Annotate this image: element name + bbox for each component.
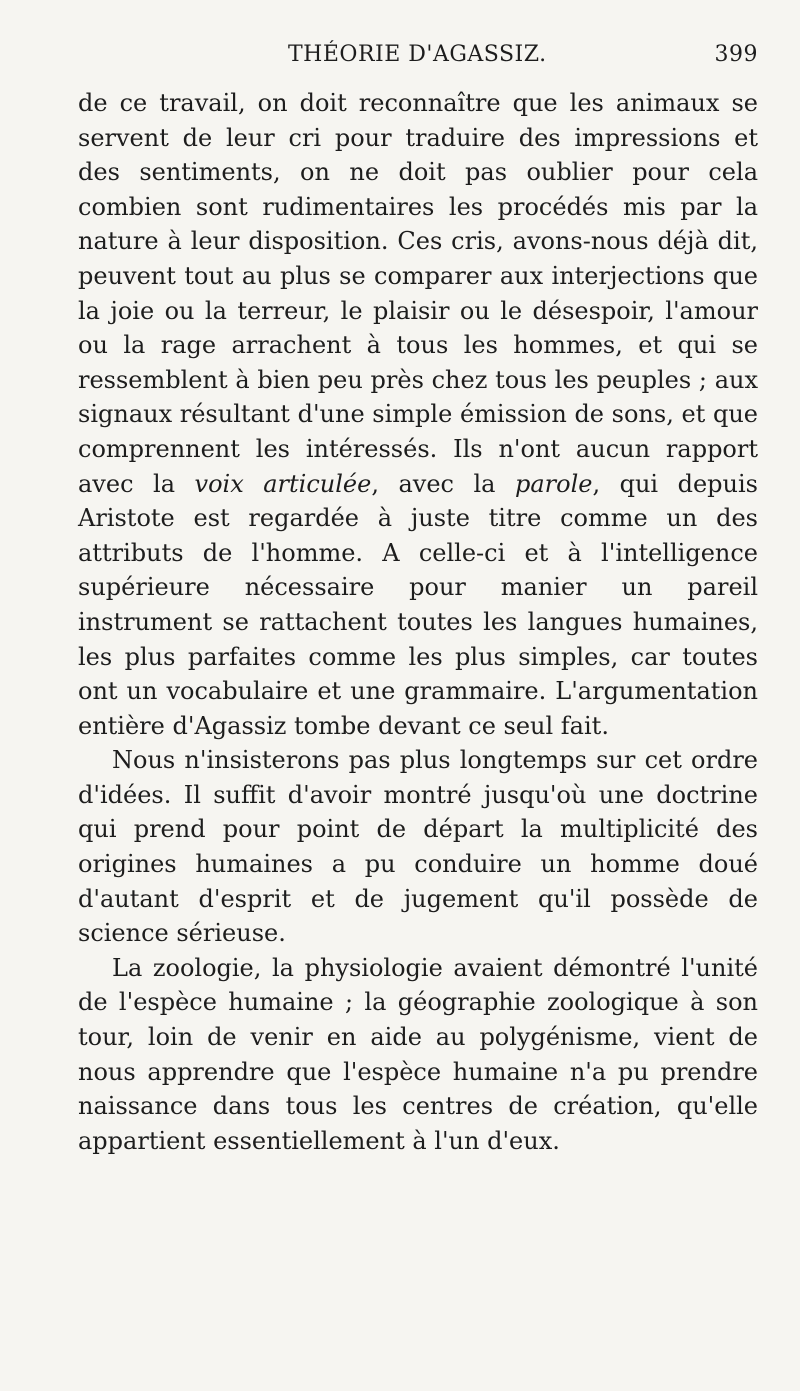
paragraph-3: La zoologie, la physiologie avaient démontré l'unité de l'espèce humaine ; la géographie zoologique à son tour, loin de venir en aide au polygénisme, vient de nous apprendre que l'espèce humaine n'a pu prendre naissance dans tous les centres de création, qu'elle appartient essentiellement à l'un d'eux. <box>78 953 758 1155</box>
page-number: 399 <box>714 42 758 67</box>
paragraph-1 <box>78 86 758 743</box>
body-text <box>78 86 758 1158</box>
paragraph-1-text-a: de ce travail, on doit reconnaître que les animaux se servent de leur cri pour traduire des impressions et des sentiments, on ne doit pas oublier pour cela combien sont rudimentaires les procédés mis par la nature à leur disposition. Ces cris, avons-nous déjà dit, peuvent tout au plus se comparer aux interjections que la joie ou la terreur, le plaisir ou le désespoir, l'amour ou la rage arrachent à tous les hommes, et qui se ressemblent à bien peu près chez tous les peuples ; aux signaux résultant d'une simple émission de sons, et que comprennent les intéressés. Ils n'ont aucun rapport avec la <box>78 89 758 498</box>
running-head <box>78 42 758 76</box>
paragraph-1-text-c: , qui depuis Aristote est regardée à juste titre comme un des attributs de l'homme. A celle-ci et à l'intelligence supérieure nécessaire pour manier un pareil instrument se rattachent toutes les langues humaines, les plus parfaites comme les plus simples, car toutes ont un vocabulaire et une grammaire. L'argumentation entière d'Agassiz tombe devant ce seul fait. <box>78 469 758 740</box>
paragraph-2: Nous n'insisterons pas plus longtemps sur cet ordre d'idées. Il suffit d'avoir montré jusqu'où une doctrine qui prend pour point de départ la multiplicité des origines humaines a pu conduire un homme doué d'autant d'esprit et de jugement qu'il possède de science sérieuse. <box>78 746 758 948</box>
book-page <box>78 42 758 1158</box>
running-title: THÉORIE D'AGASSIZ. <box>288 42 547 67</box>
paragraph-1-text-b: , avec la <box>371 469 515 498</box>
italic-parole: parole <box>514 469 593 498</box>
italic-voix-articulee: voix articulée <box>194 469 372 498</box>
